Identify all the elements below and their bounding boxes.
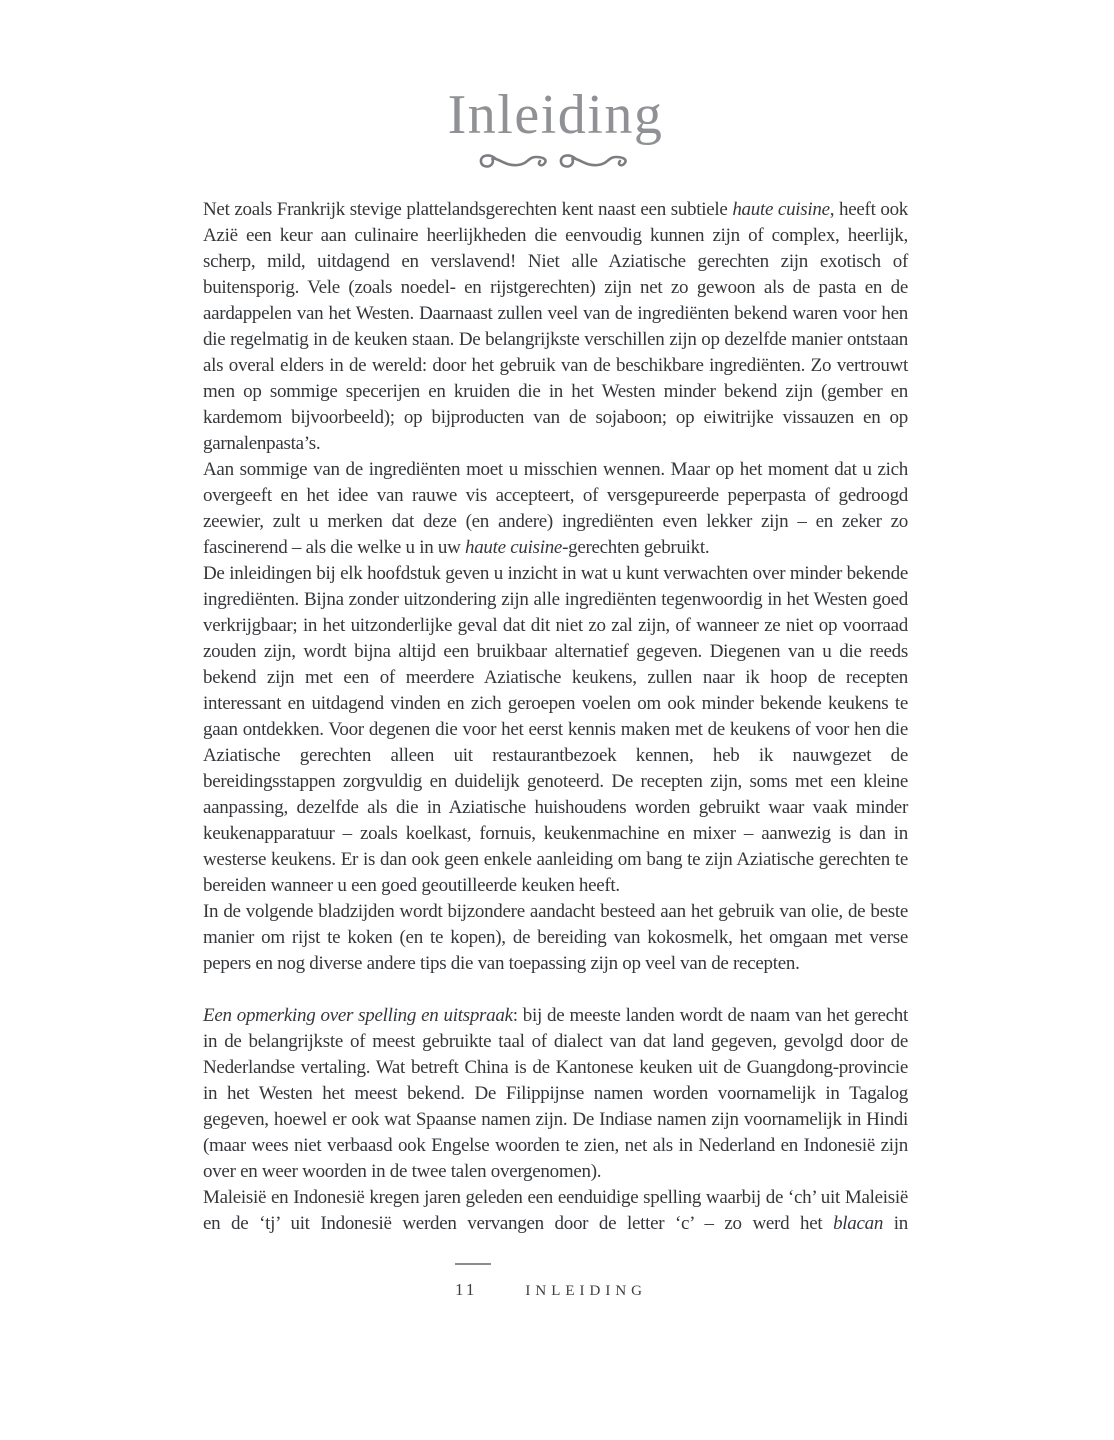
footer-rule (455, 1263, 491, 1265)
text-run: in (883, 1212, 908, 1234)
text-run: Maleisië en Indonesië kregen jaren geleden een eenduidige spelling waarbij de ‘ch’ uit Maleisië en de ‘tj’ uit Indonesië werden vervangen door de letter ‘c’ – zo werd het (203, 1186, 908, 1234)
footer-section-label: INLEIDING (525, 1282, 648, 1299)
text-block (203, 197, 908, 1237)
flourish-icon (203, 149, 908, 175)
paragraph (203, 1185, 908, 1237)
italic-run: haute cuisine (464, 536, 563, 558)
italic-run: blacan (833, 1212, 884, 1234)
paragraph (203, 1003, 908, 1185)
paragraph (203, 899, 908, 977)
text-run: , heeft ook Azië een keur aan culinaire heerlijkheden die eenvoudig kunnen zijn of complex, heerlijk, scherp, mild, uitdagend en verslavend! Niet alle Aziatische gerechten zijn exotisch of buitensporig. Vele (zoals noedel- en rijstgerechten) zijn net zo gewoon als de pasta en de aardappelen van het Westen. Daarnaast zullen veel van de ingrediënten bekend waren voor hen die regelmatig in de keuken staan. De belangrijkste verschillen zijn op dezelfde manier ontstaan als overal elders in de wereld: door het gebruik van de beschikbare ingrediënten. Zo vertrouwt men op sommige specerijen en kruiden die in het Westen minder bekend zijn (gember en kardemom bijvoorbeeld); op bijproducten van de sojaboon; op eiwitrijke vissauzen en op garnalenpasta’s. (203, 198, 909, 454)
italic-run: haute cuisine (732, 198, 830, 220)
text-run: Net zoals Frankrijk stevige plattelandsgerechten kent naast een subtiele (203, 198, 733, 220)
page-title: Inleiding (447, 84, 664, 146)
text-run: : bij de meeste landen wordt de naam van het gerecht in de belangrijkste of meest gebruikte taal of dialect van dat land gegeven, gevolgd door de Nederlandse vertaling. Wat betreft China is de Kantonese keuken uit de Guangdong-provincie in het Westen het meest bekend. De Filippijnse namen worden voornamelijk in Tagalog gegeven, hoewel er ook wat Spaanse namen zijn. De Indiase namen zijn voornamelijk in Hindi (maar wees niet verbaasd ook Engelse woorden te zien, net als in Nederland en Indonesië zijn over en weer woorden in de twee talen overgenomen). (203, 1004, 908, 1182)
paragraph (203, 457, 908, 561)
text-column (203, 86, 908, 1300)
text-run: De inleidingen bij elk hoofdstuk geven u inzicht in wat u kunt verwachten over minder bekende ingrediënten. Bijna zonder uitzondering zijn alle ingrediënten tegenwoordig in het Westen goed verkrijgbaar; in het uitzonderlijke geval dat dit niet zo zal zijn, of wanneer ze niet op voorraad zouden zijn, wordt bijna altijd een bruikbaar alternatief gegeven. Diegenen van u die reeds bekend zijn met een of meerdere Aziatische keukens, zullen naar ik hoop de recepten interessant en uitdagend vinden en zich geroepen voelen om ook minder bekende keukens te gaan ontdekken. Voor degenen die voor het eerst kennis maken met de keukens of voor hen die Aziatische gerechten alleen uit restaurantbezoek kennen, heb ik nauwgezet de bereidingsstappen zorgvuldig en duidelijk genoteerd. De recepten zijn, soms met een kleine aanpassing, dezelfde als die in Aziatische huishoudens worden gebruikt waar vaak minder keukenapparatuur – zoals koelkast, fornuis, keukenmachine en mixer – aanwezig is dan in westerse keukens. Er is dan ook geen enkele aanleiding om bang te zijn Aziatische gerechten te bereiden wanneer u een goed geoutilleerde keuken heeft. (203, 562, 908, 896)
text-run: Aan sommige van de ingrediënten moet u misschien wennen. Maar op het moment dat u zich overgeeft en het idee van rauwe vis accepteert, of versgepureerde peperpasta of gedroogd zeewier, zult u merken dat deze (en andere) ingrediënten even lekker zijn – en zeker zo fascinerend – als die welke u in uw (203, 458, 908, 558)
paragraph (203, 561, 908, 899)
page-number: 11 (455, 1279, 478, 1299)
paragraph (203, 197, 908, 457)
text-run: -gerechten gebruikt. (562, 536, 710, 558)
text-run: In de volgende bladzijden wordt bijzondere aandacht besteed aan het gebruik van olie, de beste manier om rijst te koken (en te kopen), de bereiding van kokosmelk, het omgaan met verse pepers en nog diverse andere tips die van toepassing zijn op veel van de recepten. (203, 900, 908, 974)
page-footer (455, 1263, 908, 1300)
italic-run: Een opmerking over spelling en uitspraak (203, 1004, 513, 1026)
footer-line (455, 1280, 908, 1300)
